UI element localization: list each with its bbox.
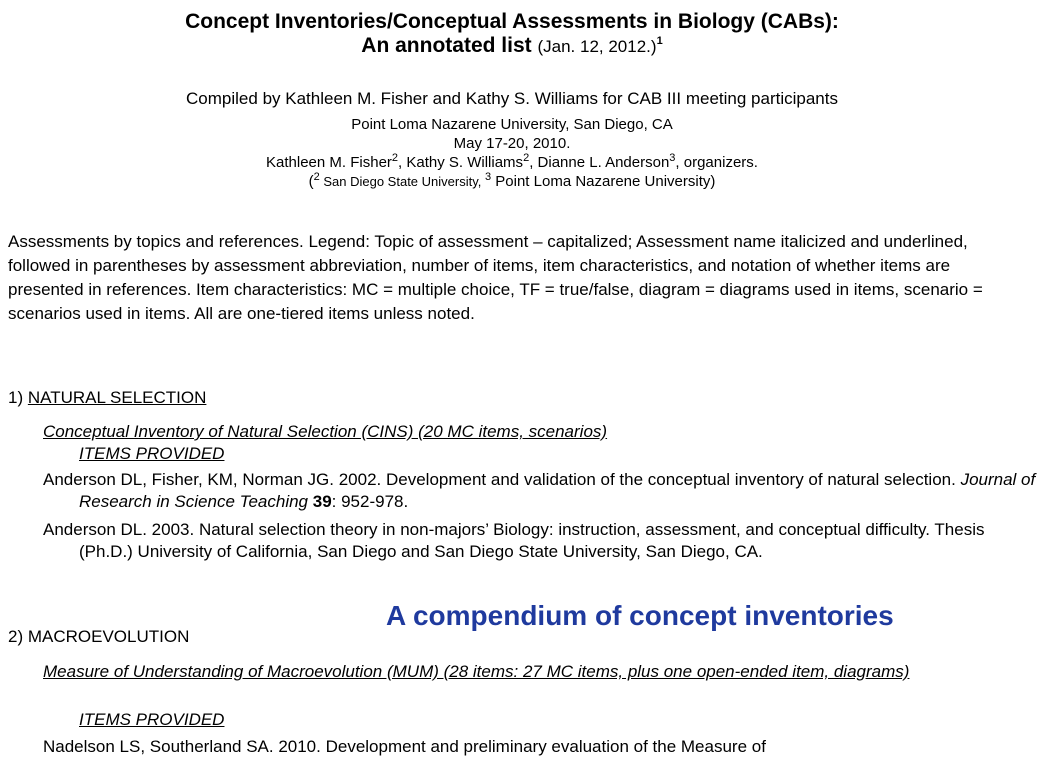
section-1-number: 1) [8,388,28,407]
section-1-reference-2: Anderson DL. 2003. Natural selection theory in non-majors’ Biology: instruction, assessment, and conceptual difficulty. Thesis (Ph.D.) University of California, San Diego and San Diego State University, San Diego, CA. [43,520,985,561]
organizer-2: , Kathy S. Williams [398,154,524,171]
organizer-3-sup: 3 [669,152,676,164]
affiliation-2-sup: 3 [484,171,492,183]
section-1-ref1-volume: 39 [308,492,332,511]
subtitle-text: An annotated list [361,34,532,57]
affiliation-2: Point Loma Nazarene University) [491,173,716,190]
section-1-items-note [79,443,224,465]
section-2-assessment [43,661,984,683]
section-2-topic: MACROEVOLUTION [27,627,190,646]
section-1-topic: NATURAL SELECTION [27,388,207,407]
section-1-ref1-pages: : 952-978. [331,492,409,511]
organizer-1-sup: 2 [391,152,399,164]
footnote-marker: 1 [656,35,663,47]
meeting-location: Point Loma Nazarene University, San Diego, CA [351,116,673,133]
organizers [0,153,1024,172]
affiliation-1-sup: 2 [313,171,320,183]
section-2-items-note [79,709,224,731]
section-1-ref1-text: Anderson DL, Fisher, KM, Norman JG. 2002. Development and validation of the conceptual inventory of natural selection. [43,470,961,489]
overlay-caption: A compendium of concept inventories [386,600,894,631]
document-title: Concept Inventories/Conceptual Assessments in Biology (CABs): [185,10,839,33]
organizer-2-sup: 2 [523,152,530,164]
meeting-dates: May 17-20, 2010. [453,135,571,152]
section-2-items-provided: ITEMS PROVIDED [79,710,225,729]
affiliations-open: ( [308,173,314,190]
document-date: (Jan. 12, 2012.) [537,37,657,56]
document-subtitle [0,34,1024,59]
legend-paragraph: Assessments by topics and references. Legend: Topic of assessment – capitalized; Assessment name italicized and underlined, followed in parentheses by assessment abbreviation, number of items, item characteristics, and notation of whether items are presented in references. Item characteristics: MC = multiple choice, TF = true/false, diagram = diagrams used in items, scenario = scenarios used in items. All are one-tiered items unless noted. [8,232,983,323]
section-1-assessment-name: Conceptual Inventory of Natural Selection (CINS) (20 MC items, scenarios) [43,422,608,441]
organizer-1: Kathleen M. Fisher [266,154,392,171]
section-1-ref1-journal: Journal of Research in Science Teaching [79,470,1036,511]
meeting-info [0,115,1024,191]
section-1-assessment [43,421,1003,443]
section-2-assessment-name: Measure of Understanding of Macroevolution (MUM) (28 items: 27 MC items, plus one open-ended item, diagrams) [43,662,910,681]
affiliations [0,172,1024,191]
affiliation-1: San Diego State University, [319,174,485,189]
section-1-reference-1 [43,469,1039,513]
section-1-heading [8,387,206,409]
section-2-number: 2) [8,627,28,646]
section-2-reference-1: Nadelson LS, Southerland SA. 2010. Development and preliminary evaluation of the Measure of [43,737,766,756]
section-2-heading [8,626,189,648]
compiled-by: Compiled by Kathleen M. Fisher and Kathy S. Williams for CAB III meeting participants [186,89,838,108]
organizers-suffix: , organizers. [675,154,758,171]
organizer-3: , Dianne L. Anderson [529,154,670,171]
section-1-items-provided: ITEMS PROVIDED [79,444,225,463]
document-header [0,10,1024,59]
